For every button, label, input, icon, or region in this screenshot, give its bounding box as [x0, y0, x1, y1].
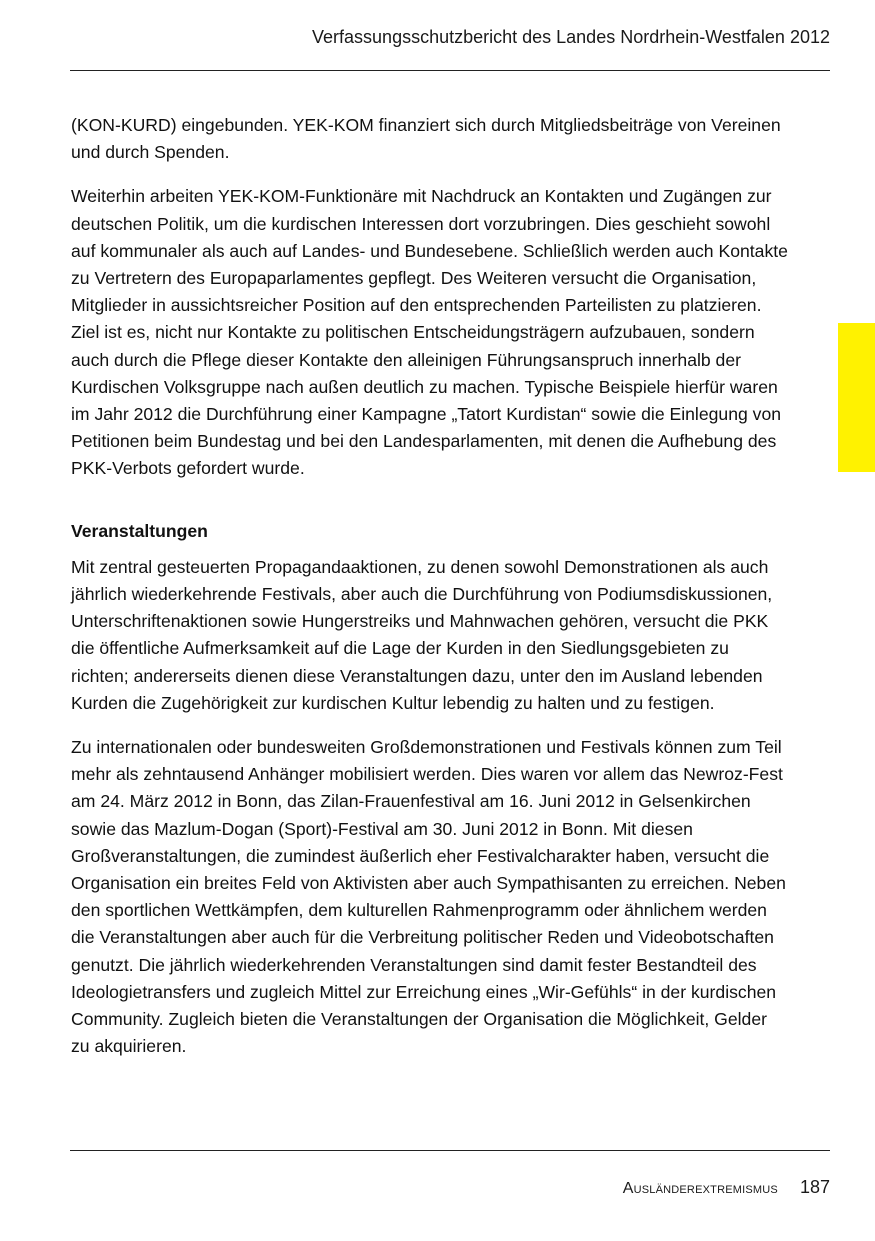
paragraph-intro-2: Weiterhin arbeiten YEK-KOM-Funktionäre mit Nachdruck an Kontakten und Zugängen zur deutschen Politik, um die kurdischen Interessen dort vorzubringen. Dies geschieht sowohl auf kommunaler als auch auf Landes- und Bundesebene. Schließlich werden auch Kontakte zu Vertretern des Europaparlamentes gepflegt. Des Weiteren versucht die Organisation, Mitglieder in aussichtsreicher Position auf den entsprechenden Parteilisten zu platzieren. Ziel ist es, nicht nur Kontakte zu politischen Entscheidungsträgern aufzubauen, sondern auch durch die Pflege dieser Kontakte den alleinigen Führungsanspruch innerhalb der Kurdischen Volksgruppe nach außen deutlich zu machen. Typische Beispiele hierfür waren im Jahr 2012 die Durchführung einer Kampagne „Tatort Kurdistan“ sowie die Einlegung von Petitionen beim Bundestag und bei den Landesparlamenten, mit denen die Aufhebung des PKK-Verbots gefordert wurde.	[71, 186, 788, 479]
section-heading: Veranstaltungen	[71, 520, 208, 541]
chapter-marker-tab	[838, 323, 875, 472]
running-footer	[70, 1174, 830, 1202]
running-header: Verfassungsschutzbericht des Landes Nordrhein-Westfalen 2012	[312, 27, 830, 47]
header-rule	[70, 70, 830, 71]
paragraph-section-1: Mit zentral gesteuerten Propagandaaktionen, zu denen sowohl Demonstrationen als auch jährlich wiederkehrende Festivals, aber auch die Durchführung von Podiumsdiskussionen, Unterschriftenaktionen sowie Hungerstreiks und Mahnwachen gehören, versucht die PKK die öffentliche Aufmerksamkeit auf die Lage der Kurden in den Siedlungsgebieten zu richten; andererseits dienen diese Veranstaltungen dazu, unter den im Ausland lebenden Kurden die Zugehörigkeit zur kurdischen Kultur lebendig zu halten und zu festigen.	[71, 556, 773, 713]
paragraph-intro-1: (KON-KURD) eingebunden. YEK-KOM finanziert sich durch Mitgliedsbeiträge von Vereinen und durch Spenden.	[71, 115, 781, 163]
footer-chapter-title: Ausländerextremismus	[622, 1180, 778, 1197]
paragraph-section-2: Zu internationalen oder bundesweiten Großdemonstrationen und Festivals können zum Teil mehr als zehntausend Anhänger mobilisiert werden. Dies waren vor allem das Newroz-Fest am 24. März 2012 in Bonn, das Zilan-Frauenfestival am 16. Juni 2012 in Gelsenkirchen sowie das Mazlum-Dogan (Sport)-Festival am 30. Juni 2012 in Bonn. Mit diesen Großveranstaltungen, die zumindest äußerlich eher Festivalcharakter haben, versucht die Organisation ein breites Feld von Aktivisten aber auch Sympathisanten zu erreichen. Neben den sportlichen Wettkämpfen, dem kulturellen Rahmenprogramm oder ähnlichem werden die Veranstaltungen aber auch für die Verbreitung politischer Reden und Videobotschaften genutzt. Die jährlich wiederkehrenden Veranstaltungen sind damit fester Bestandteil des Ideologietransfers und zugleich Mittel zur Erreichung eines „Wir-Gefühls“ in der kurdischen Community. Zugleich bieten die Veranstaltungen der Organisation die Möglichkeit, Gelder zu akquirieren.	[71, 737, 786, 1057]
page-number: 187	[799, 1177, 830, 1197]
footer-rule	[70, 1150, 830, 1151]
page-body	[71, 112, 789, 1078]
